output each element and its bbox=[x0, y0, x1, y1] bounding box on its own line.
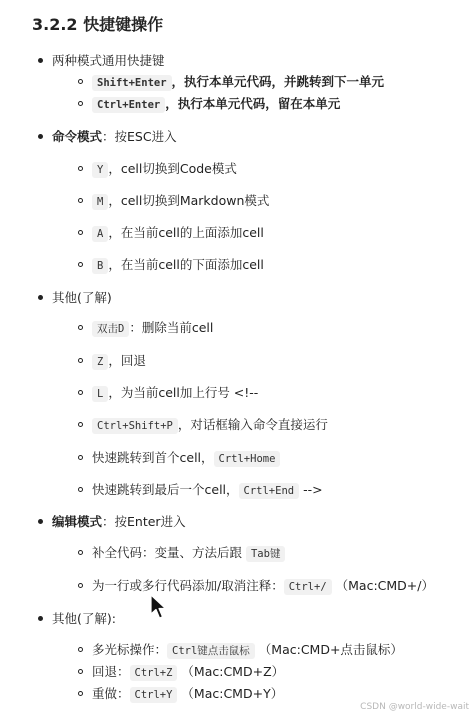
sub-bullet bbox=[78, 358, 83, 363]
list-item bbox=[92, 319, 213, 338]
item-text: ，在当前cell的上面添加cell bbox=[108, 225, 264, 240]
sub-bullet bbox=[78, 583, 83, 588]
item-pre: 快速跳转到最后一个cell， bbox=[92, 482, 239, 497]
item-pre: 为一行或多行代码添加/取消注释： bbox=[92, 578, 284, 593]
shortcut-code: 双击D bbox=[92, 321, 129, 337]
list-item bbox=[92, 352, 146, 371]
shortcut-code: Y bbox=[92, 162, 108, 178]
item-text: ，执行本单元代码，并跳转到下一单元 bbox=[171, 74, 385, 89]
bullet bbox=[38, 616, 43, 621]
mouse-pointer-icon bbox=[150, 594, 168, 624]
shortcut-code: Ctrl+Z bbox=[130, 665, 178, 681]
item-text: （Mac:CMD+Z） bbox=[177, 664, 285, 679]
sub-bullet bbox=[78, 390, 83, 395]
list-item bbox=[92, 256, 264, 275]
list-item bbox=[92, 160, 237, 179]
shortcut-code: Ctrl+Shift+P bbox=[92, 418, 178, 434]
shortcut-code: Crtl+Home bbox=[214, 451, 281, 467]
sub-bullet bbox=[78, 262, 83, 267]
item-text: --> bbox=[299, 482, 323, 497]
list-item bbox=[92, 192, 269, 211]
item-text: ，执行本单元代码，留在本单元 bbox=[165, 96, 341, 111]
item-text: （Mac:CMD+点击鼠标） bbox=[254, 642, 403, 657]
shortcut-code: A bbox=[92, 226, 108, 242]
bullet bbox=[38, 58, 43, 63]
label-rest: ：按Enter进入 bbox=[102, 514, 186, 529]
list-item bbox=[92, 481, 323, 500]
sub-bullet bbox=[78, 198, 83, 203]
item-pre: 回退： bbox=[92, 664, 130, 679]
sub-bullet bbox=[78, 422, 83, 427]
sub-bullet bbox=[78, 691, 83, 696]
item-text: ：删除当前cell bbox=[129, 320, 214, 335]
list-item bbox=[92, 449, 280, 468]
shortcut-code: Ctrl+/ bbox=[284, 579, 332, 595]
list-item bbox=[92, 95, 340, 114]
bullet bbox=[38, 295, 43, 300]
item-text: （Mac:CMD+/） bbox=[331, 578, 434, 593]
item-text: ，cell切换到Markdown模式 bbox=[108, 193, 270, 208]
label-bold: 编辑模式 bbox=[52, 514, 103, 529]
list-item bbox=[92, 224, 264, 243]
sub-bullet bbox=[78, 487, 83, 492]
list-item bbox=[92, 685, 283, 704]
shortcut-code: B bbox=[92, 258, 108, 274]
item-text: ，回退 bbox=[108, 353, 146, 368]
sub-bullet bbox=[78, 79, 83, 84]
section-heading: 3.2.2 快捷键操作 bbox=[32, 15, 164, 34]
section-label bbox=[52, 128, 177, 146]
sub-bullet bbox=[78, 455, 83, 460]
label-rest: ：按ESC进入 bbox=[102, 129, 177, 144]
list-item bbox=[92, 384, 258, 403]
list-item bbox=[92, 73, 384, 92]
sub-bullet bbox=[78, 101, 83, 106]
item-pre: 多光标操作： bbox=[92, 642, 168, 657]
item-text: ，在当前cell的下面添加cell bbox=[108, 257, 264, 272]
item-text: ，cell切换到Code模式 bbox=[108, 161, 237, 176]
item-text: （Mac:CMD+Y） bbox=[177, 686, 284, 701]
item-pre: 快速跳转到首个cell， bbox=[92, 450, 214, 465]
shortcut-code: Z bbox=[92, 354, 108, 370]
list-item bbox=[92, 544, 285, 563]
shortcut-code: Tab键 bbox=[246, 546, 285, 562]
shortcut-code: Shift+Enter bbox=[92, 75, 172, 91]
label-bold: 命令模式 bbox=[52, 129, 103, 144]
sub-bullet bbox=[78, 166, 83, 171]
sub-bullet bbox=[78, 230, 83, 235]
sub-bullet bbox=[78, 669, 83, 674]
shortcut-code: Ctrl键点击鼠标 bbox=[167, 643, 255, 659]
sub-bullet bbox=[78, 550, 83, 555]
item-text: ，为当前cell加上行号 <!-- bbox=[108, 385, 259, 400]
shortcut-code: Ctrl+Y bbox=[130, 687, 178, 703]
bullet bbox=[38, 519, 43, 524]
item-pre: 重做： bbox=[92, 686, 130, 701]
sub-bullet bbox=[78, 325, 83, 330]
list-item bbox=[92, 663, 284, 682]
section-label: 两种模式通用快捷键 bbox=[52, 53, 165, 68]
shortcut-code: M bbox=[92, 194, 108, 210]
section-label bbox=[52, 513, 186, 531]
item-pre: 补全代码：变量、方法后跟 bbox=[92, 545, 246, 560]
sub-bullet bbox=[78, 647, 83, 652]
bullet bbox=[38, 134, 43, 139]
item-text: ，对话框输入命令直接运行 bbox=[177, 417, 328, 432]
shortcut-code: L bbox=[92, 386, 108, 402]
shortcut-code: Crtl+End bbox=[239, 483, 300, 499]
section-label: 其他(了解) bbox=[52, 290, 112, 305]
shortcut-code: Ctrl+Enter bbox=[92, 97, 165, 113]
section-label: 其他(了解): bbox=[52, 611, 116, 626]
list-item bbox=[92, 641, 403, 660]
watermark: CSDN @world-wide-wait bbox=[360, 702, 469, 712]
list-item bbox=[92, 577, 434, 596]
list-item bbox=[92, 416, 328, 435]
